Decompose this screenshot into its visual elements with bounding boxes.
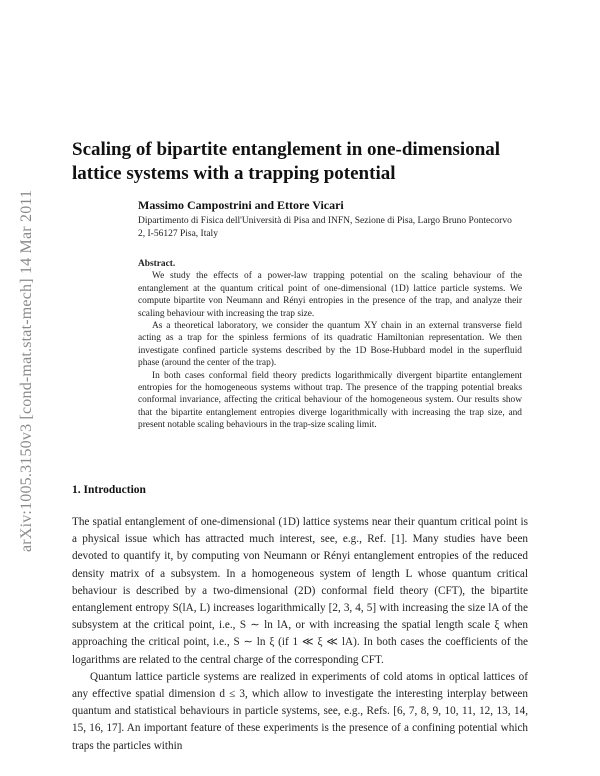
paper-title: Scaling of bipartite entanglement in one-dimensional lattice systems with a trapping potential [72, 139, 501, 184]
arxiv-side-label: arXiv:1005.3150v3 [cond-mat.stat-mech] 14 Mar 2011 [18, 189, 35, 552]
authors: Massimo Campostrini and Ettore Vicari [138, 198, 344, 212]
affiliation: Dipartimento di Fisica dell'Università di Pisa and INFN, Sezione di Pisa, Largo Bruno Pontecorvo 2, I-56127 Pisa, Italy [138, 216, 512, 239]
abstract [138, 258, 522, 432]
body-paragraph-2: Quantum lattice particle systems are realized in experiments of cold atoms in optical lattices of any effective spatial dimension d ≤ 3, which allow to investigate the interesting interplay between quantum and statistical behaviours in particle systems, see, e.g., Refs. [6, 7, 8, 9, 10, 11, 12, 13, 14, 15, 16, 17]. An important feature of these experiments is the presence of a confining potential which traps the particles within [72, 670, 528, 752]
body-text [72, 514, 528, 755]
section-heading: 1. Introduction [72, 484, 146, 496]
abstract-paragraph-3: In both cases conformal field theory predicts logarithmically divergent bipartite entanglement entropies for the homogeneous systems without trap. The presence of the trapping potential breaks conformal invariance, affecting the critical behaviour of the homogeneous system. Our results show that the bipartite entanglement entropies diverge logarithmically with increasing the trap size, and present notable scaling behaviours in the trap-size scaling limit. [138, 370, 522, 431]
abstract-heading: Abstract. [138, 259, 176, 269]
abstract-paragraph-2: As a theoretical laboratory, we consider the quantum XY chain in an external transverse field acting as a trap for the spinless fermions of its quadratic Hamiltonian representation. We then investigate confined particle systems described by the 1D Bose-Hubbard model in the superfluid phase (around the center of the trap). [138, 321, 522, 369]
abstract-paragraph-1: We study the effects of a power-law trapping potential on the scaling behaviour of the entanglement at the quantum critical point of one-dimensional (1D) lattice particle systems. We compute bipartite von Neumann and Rényi entropies in the presence of the trap, and analyze their scaling behaviour with increasing the trap size. [138, 271, 522, 319]
body-paragraph-1: The spatial entanglement of one-dimensional (1D) lattice systems near their quantum critical point is a physical issue which has attracted much interest, see, e.g., Ref. [1]. Many studies have been devoted to quantify it, by computing von Neumann or Rényi entanglement entropies of the reduced density matrix of a subsystem. In a homogeneous system of length L whose quantum critical behaviour is described by a two-dimensional (2D) conformal field theory (CFT), the bipartite entanglement entropy S(lA, L) increases logarithmically [2, 3, 4, 5] with increasing the size lA of the subsystem at the critical point, i.e., S ∼ ln lA, or with increasing the spatial length scale ξ when approaching the critical point, i.e., S ∼ ln ξ (if 1 ≪ ξ ≪ lA). In both cases the coefficients of the logarithms are related to the central charge of the corresponding CFT. [72, 516, 528, 666]
